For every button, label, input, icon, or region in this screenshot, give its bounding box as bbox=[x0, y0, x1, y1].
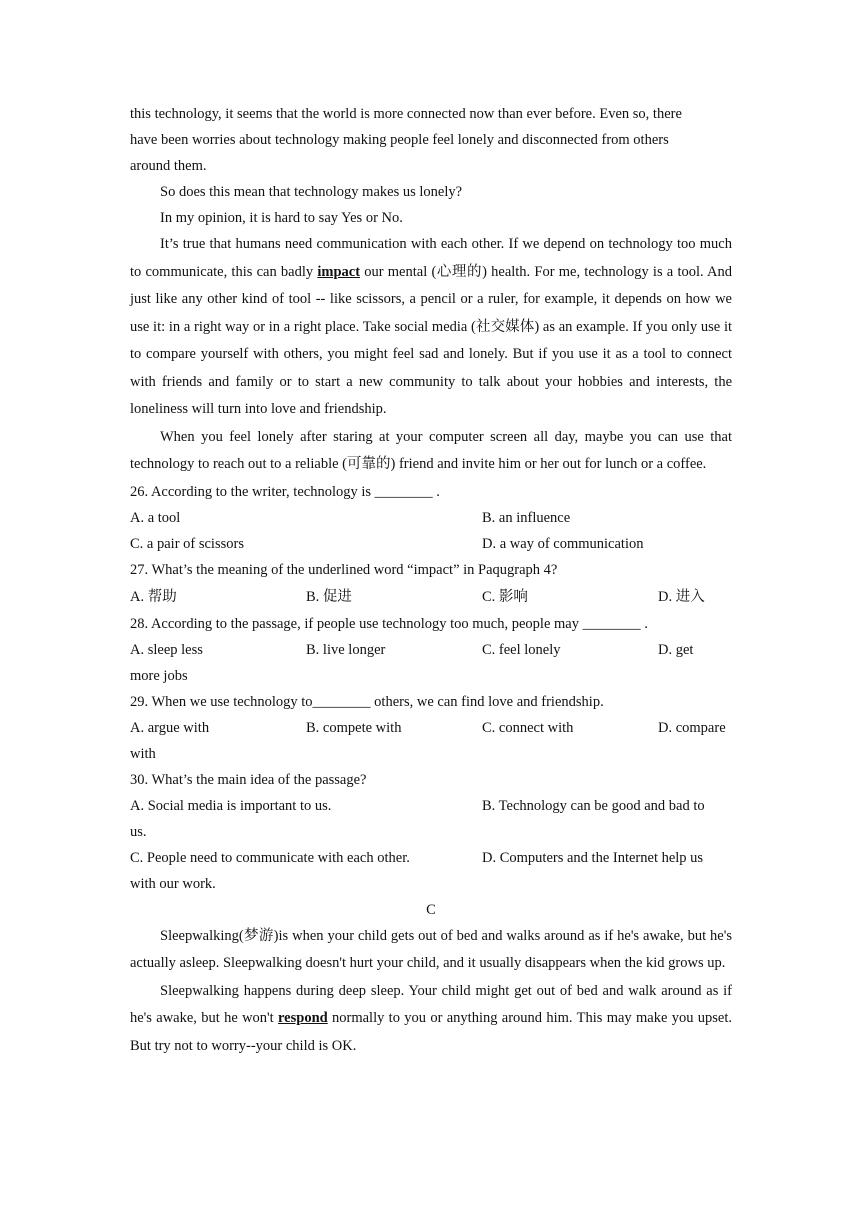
question-28-option-a: A. sleep less bbox=[130, 641, 203, 658]
question-26-option-b: B. an influence bbox=[482, 509, 571, 526]
question-27-option-c: C. 影响 bbox=[482, 588, 528, 605]
question-29-stem: 29. When we use technology to________ others, we can find love and friendship. bbox=[130, 693, 604, 710]
question-30-option-d-continued: with our work. bbox=[130, 875, 216, 892]
question-27-option-d: D. 进入 bbox=[658, 588, 705, 605]
question-30-options-row-1 bbox=[130, 793, 732, 819]
question-30-option-b-continued: us. bbox=[130, 823, 147, 840]
passage-b-paragraph-5: When you feel lonely after staring at your computer screen all day, maybe you can use that technology to reach out to a reliable (可靠的) friend and invite him or her out for lunch or a coffee. bbox=[130, 428, 732, 472]
question-27-option-b: B. 促进 bbox=[306, 588, 352, 605]
underlined-word-respond: respond bbox=[278, 1010, 328, 1026]
question-26-option-a: A. a tool bbox=[130, 509, 181, 526]
question-29-option-d: D. compare bbox=[658, 719, 726, 736]
question-30-option-b: B. Technology can be good and bad to bbox=[482, 797, 705, 814]
question-28-option-c: C. feel lonely bbox=[482, 641, 561, 658]
passage-b-paragraph-1-line-3: around them. bbox=[130, 158, 207, 174]
question-29-option-d-continued: with bbox=[130, 745, 156, 762]
passage-b-paragraph-4 bbox=[130, 231, 732, 424]
question-26-options-row-2 bbox=[130, 531, 732, 557]
question-29-option-b: B. compete with bbox=[306, 719, 402, 736]
paragraph-c2-text-before: Sleepwalking happens during deep sleep. Your child might get out of bed and walk around as if he's awake, but he won't bbox=[130, 982, 732, 1026]
question-29-option-c: C. connect with bbox=[482, 719, 574, 736]
question-29-options-row bbox=[130, 715, 732, 741]
question-30-option-a: A. Social media is important to us. bbox=[130, 797, 332, 814]
question-26-option-c: C. a pair of scissors bbox=[130, 535, 244, 552]
question-26-stem: 26. According to the writer, technology is ________ . bbox=[130, 483, 440, 500]
passage-b-paragraph-2: So does this mean that technology makes us lonely? bbox=[160, 184, 463, 200]
passage-b-paragraph-3: In my opinion, it is hard to say Yes or No. bbox=[160, 210, 403, 226]
passage-c-paragraph-1: Sleepwalking(梦游)is when your child gets out of bed and walks around as if he's awake, but he's actually asleep. Sleepwalking doesn't hurt your child, and it usually disappears when the kid grows up. bbox=[130, 927, 732, 971]
passage-b-paragraph-1-line-2: have been worries about technology making people feel lonely and disconnected from others bbox=[130, 132, 669, 148]
passage-c-heading: C bbox=[426, 901, 436, 918]
question-30-option-d: D. Computers and the Internet help us bbox=[482, 849, 704, 866]
question-28-option-d: D. get bbox=[658, 641, 694, 658]
question-27-options-row bbox=[130, 583, 732, 611]
question-28-option-d-continued: more jobs bbox=[130, 667, 188, 684]
question-26-option-d: D. a way of communication bbox=[482, 535, 644, 552]
question-29-option-a: A. argue with bbox=[130, 719, 210, 736]
paragraph-c2-text-after: normally to you or anything around him. This may make you upset. But try not to worry--your child is OK. bbox=[130, 1010, 732, 1054]
passage-b-paragraph-1-line-1: this technology, it seems that the world is more connected now than ever before. Even so, there bbox=[130, 106, 682, 122]
question-30-options-row-2 bbox=[130, 845, 732, 871]
question-28-options-row bbox=[130, 637, 732, 663]
paragraph-4-text-before: It’s true that humans need communication with each other. If we depend on technology too much to communicate, this can badly bbox=[130, 236, 732, 280]
document-body bbox=[130, 101, 732, 1060]
question-28-stem: 28. According to the passage, if people use technology too much, people may ________ . bbox=[130, 615, 648, 632]
question-30-stem: 30. What’s the main idea of the passage? bbox=[130, 771, 367, 788]
paragraph-4-text-after: our mental (心理的) health. For me, technology is a tool. And just like any other kind of tool -- like scissors, a pencil or a ruler, for example, it depends on how we use it: in a right way or in a right place. Take social media (社交媒体) as an example. If you only use it to compare yourself with others, you might feel sad and lonely. But if you use it as a tool to connect with friends and family or to start a new community to talk about your hobbies and interests, the loneliness will turn into love and friendship. bbox=[130, 263, 733, 417]
passage-c-paragraph-2 bbox=[130, 978, 732, 1061]
question-30-option-c: C. People need to communicate with each other. bbox=[130, 849, 410, 866]
underlined-word-impact: impact bbox=[317, 263, 361, 280]
question-26-options-row-1 bbox=[130, 505, 732, 531]
question-27-stem: 27. What’s the meaning of the underlined word “impact” in Paqugraph 4? bbox=[130, 561, 558, 578]
question-28-option-b: B. live longer bbox=[306, 641, 386, 658]
question-27-option-a: A. 帮助 bbox=[130, 588, 177, 605]
